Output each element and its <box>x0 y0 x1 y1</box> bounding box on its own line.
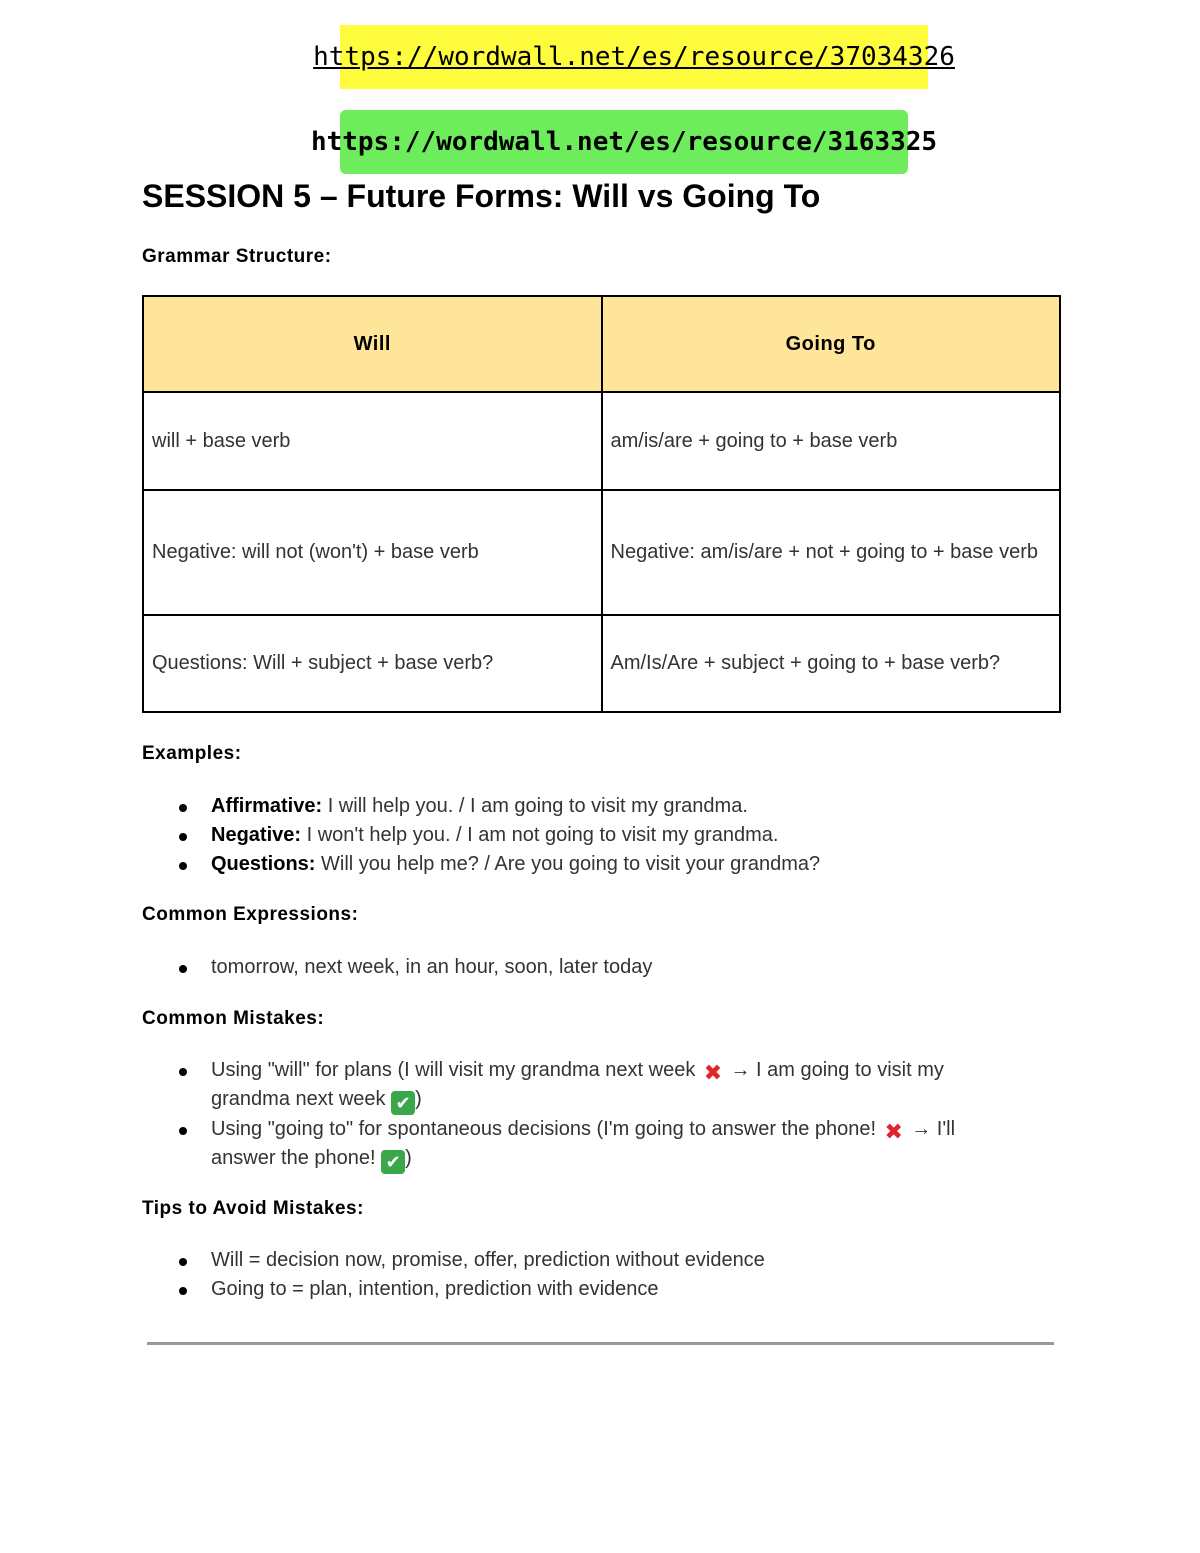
table-row <box>143 615 1060 712</box>
tips-heading: Tips to Avoid Mistakes: <box>142 1198 364 1219</box>
example-term: Affirmative: <box>211 795 323 817</box>
example-term: Questions: <box>211 853 316 875</box>
cross-mark-icon: ✖ <box>703 1060 723 1085</box>
mistake-text: ) <box>415 1088 422 1110</box>
table-row <box>143 392 1060 490</box>
expressions-list <box>175 953 1025 982</box>
mistake-text: ) <box>405 1147 412 1169</box>
list-item <box>175 1115 1025 1174</box>
table-row <box>143 490 1060 615</box>
mistake-text: Using "will" for plans (I will visit my grandma next week <box>211 1059 701 1081</box>
table-cell: Negative: will not (won't) + base verb <box>143 490 602 615</box>
list-item <box>175 850 1025 879</box>
mistake-text: → I'll answer the phone! <box>211 1118 956 1169</box>
example-term: Negative: <box>211 824 302 846</box>
cross-mark-icon: ✖ <box>884 1119 903 1144</box>
common-expressions-heading: Common Expressions: <box>142 904 359 925</box>
list-item: Will = decision now, promise, offer, prediction without evidence <box>175 1246 1025 1275</box>
list-item <box>175 1056 1025 1115</box>
mistake-text: → I am going to visit my grandma next week <box>211 1059 944 1110</box>
horizontal-divider <box>147 1342 1054 1345</box>
table-cell: Questions: Will + subject + base verb? <box>143 615 602 712</box>
example-text: I won't help you. / I am not going to visit my grandma. <box>301 824 779 846</box>
mistakes-list <box>175 1056 1025 1174</box>
grammar-table <box>142 295 1061 713</box>
list-item: Going to = plan, intention, prediction with evidence <box>175 1275 1025 1304</box>
column-header-going-to: Going To <box>602 296 1061 392</box>
common-mistakes-heading: Common Mistakes: <box>142 1008 325 1029</box>
check-mark-icon: ✔ <box>391 1091 415 1115</box>
tips-list <box>175 1246 1025 1304</box>
table-cell: Negative: am/is/are + not + going to + base verb <box>602 490 1061 615</box>
example-text: Will you help me? / Are you going to visit your grandma? <box>315 853 821 875</box>
column-header-will: Will <box>143 296 602 392</box>
list-item <box>175 821 1025 850</box>
table-cell: will + base verb <box>143 392 602 490</box>
list-item <box>175 792 1025 821</box>
mistake-text: Using "going to" for spontaneous decisions (I'm going to answer the phone! <box>211 1118 882 1140</box>
grammar-structure-heading: Grammar Structure: <box>142 246 332 267</box>
wordwall-link-2[interactable]: https://wordwall.net/es/resource/3163325 <box>340 110 908 174</box>
examples-heading: Examples: <box>142 743 242 764</box>
list-item: tomorrow, next week, in an hour, soon, later today <box>175 953 1025 982</box>
examples-list <box>175 792 1025 879</box>
example-text: I will help you. / I am going to visit my grandma. <box>322 795 748 817</box>
page-title: SESSION 5 – Future Forms: Will vs Going To <box>142 178 821 214</box>
check-mark-icon: ✔ <box>381 1150 405 1174</box>
table-cell: am/is/are + going to + base verb <box>602 392 1061 490</box>
table-cell: Am/Is/Are + subject + going to + base verb? <box>602 615 1061 712</box>
table-header-row <box>143 296 1060 392</box>
wordwall-link-1[interactable]: https://wordwall.net/es/resource/37034326 <box>340 25 928 89</box>
